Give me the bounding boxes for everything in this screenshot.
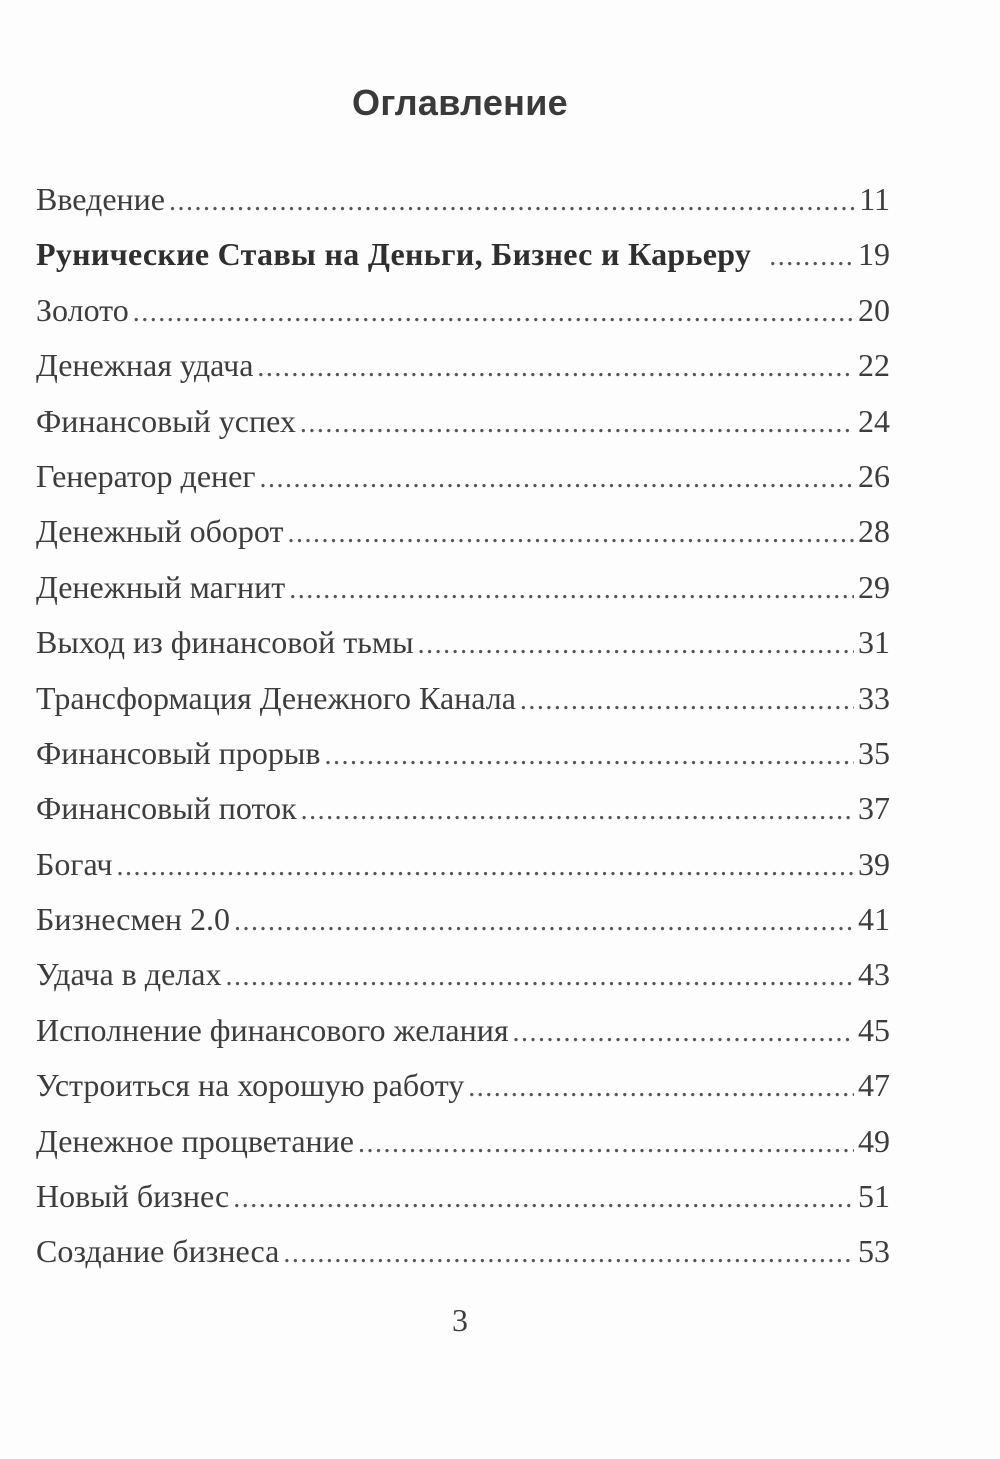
toc-entry-title: Денежный магнит (36, 568, 286, 605)
toc-entry (36, 560, 890, 615)
toc-entry-title: Выход из финансовой тьмы (36, 624, 414, 661)
toc-entry-page: 43 (858, 956, 890, 993)
toc-entry-title: Генератор денег (36, 457, 256, 494)
toc-entry-page: 53 (858, 1233, 890, 1270)
dot-leader (287, 506, 854, 561)
toc-entry-title: Золото (36, 291, 129, 328)
toc-entry-title: Финансовый поток (36, 790, 297, 827)
toc-entry (36, 394, 890, 449)
toc-entry-title: Финансовый прорыв (36, 734, 321, 771)
toc-entry-page: 39 (858, 845, 890, 882)
dot-leader (233, 1171, 854, 1226)
toc-entry-title: Богач (36, 845, 113, 882)
dot-leader (358, 1116, 854, 1171)
toc-entry (36, 1003, 890, 1058)
table-of-contents (36, 172, 890, 1280)
toc-entry-page: 35 (858, 734, 890, 771)
toc-entry-page: 28 (858, 513, 890, 550)
toc-entry-page: 45 (858, 1011, 890, 1048)
toc-entry-page: 20 (858, 291, 890, 328)
toc-entry (36, 1058, 890, 1113)
dot-leader (513, 1005, 854, 1060)
dot-leader (259, 451, 854, 506)
toc-entry-title: Денежное процветание (36, 1122, 354, 1159)
dot-leader (325, 728, 854, 783)
toc-entry-title: Исполнение финансового желания (36, 1011, 509, 1048)
toc-entry-title: Рунические Ставы на Деньги, Бизнес и Карьеру (36, 236, 752, 273)
toc-entry (36, 892, 890, 947)
dot-leader (225, 949, 854, 1004)
dot-leader (257, 340, 854, 395)
toc-entry (36, 671, 890, 726)
toc-entry-page: 11 (859, 181, 890, 217)
toc-entry-title: Денежная удача (36, 347, 254, 384)
toc-entry-page: 24 (858, 402, 890, 439)
toc-entry-title: Новый бизнес (36, 1178, 230, 1215)
dot-leader (300, 396, 854, 451)
toc-entry-title: Создание бизнеса (36, 1233, 280, 1270)
toc-entry (36, 1224, 890, 1279)
toc-entry-page: 41 (858, 901, 890, 938)
toc-entry (36, 837, 890, 892)
toc-entry (36, 726, 890, 781)
toc-entry-title: Трансформация Денежного Канала (36, 679, 516, 716)
toc-entry-title: Денежный оборот (36, 513, 284, 550)
toc-entry-page: 22 (858, 347, 890, 384)
dot-leader (468, 1060, 854, 1115)
toc-entry-page: 33 (858, 679, 890, 716)
dot-leader (520, 673, 854, 728)
toc-entry (36, 227, 890, 282)
toc-entry-page: 47 (858, 1067, 890, 1104)
toc-entry (36, 283, 890, 338)
dot-leader (133, 285, 854, 340)
dot-leader (117, 839, 854, 894)
toc-entry (36, 615, 890, 670)
toc-entry (36, 504, 890, 559)
toc-entry-title: Введение (36, 181, 165, 217)
dot-leader (769, 229, 854, 284)
dot-leader (169, 174, 855, 229)
toc-entry-page: 49 (858, 1122, 890, 1159)
toc-entry-page: 51 (858, 1178, 890, 1215)
toc-entry-page: 29 (858, 568, 890, 605)
toc-entry (36, 172, 890, 227)
toc-entry-title: Бизнесмен 2.0 (36, 901, 231, 938)
toc-entry-title: Удача в делах (36, 956, 222, 993)
toc-entry (36, 947, 890, 1002)
toc-entry-title: Финансовый успех (36, 402, 296, 439)
page-number: 3 (452, 1302, 468, 1338)
toc-entry-page: 37 (858, 790, 890, 827)
dot-leader (234, 894, 854, 949)
toc-entry (36, 1114, 890, 1169)
toc-entry (36, 449, 890, 504)
toc-entry-title: Устроиться на хорошую работу (36, 1067, 465, 1104)
dot-leader (301, 783, 854, 838)
dot-leader (283, 1226, 854, 1281)
toc-entry-page: 31 (858, 624, 890, 661)
toc-entry (36, 338, 890, 393)
dot-leader (289, 562, 854, 617)
page-title: Оглавление (352, 82, 568, 123)
toc-entry (36, 1169, 890, 1224)
toc-entry-page: 19 (858, 236, 890, 273)
toc-entry-page: 26 (858, 457, 890, 494)
toc-entry (36, 781, 890, 836)
dot-leader (418, 617, 854, 672)
